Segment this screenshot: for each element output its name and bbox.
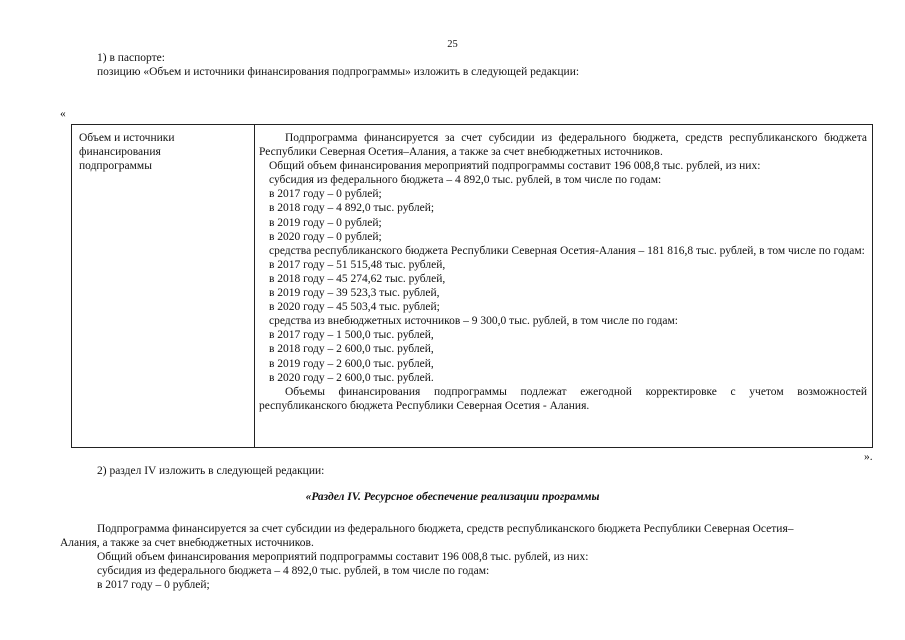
body-para2: Общий объем финансирования мероприятий подпрограммы составит 196 008,8 тыс. рублей, из них: (97, 551, 589, 563)
table-divider (254, 125, 255, 447)
body-para1-line1: Подпрограмма финансируется за счет субсидии из федерального бюджета, средств республиканского бюджета Республики Северная Осетия– (97, 523, 794, 535)
intro-line-2: позицию «Объем и источники финансирования подпрограммы» изложить в следующей редакции: (97, 66, 580, 78)
table-right-cell (259, 131, 867, 413)
table-text-line: в 2020 году – 45 503,4 тыс. рублей; (269, 301, 440, 314)
close-quote: ». (864, 451, 873, 463)
table-text-line: в 2017 году – 1 500,0 тыс. рублей, (269, 329, 434, 342)
page-number: 25 (447, 39, 458, 50)
left-label-line: Объем и источники (79, 132, 175, 144)
table-text-line: в 2018 году – 2 600,0 тыс. рублей, (269, 343, 434, 356)
table-text-line: Объемы финансирования подпрограммы подлежат ежегодной корректировке с учетом возможностей республиканского бюджета Республики Северная Осетия - Алания. (259, 385, 867, 412)
table-text-line: в 2017 году – 51 515,48 тыс. рублей, (269, 258, 446, 271)
table-text-line: в 2018 году – 45 274,62 тыс. рублей, (269, 272, 446, 285)
left-label-line: финансирования (79, 146, 161, 158)
financing-table (71, 124, 873, 448)
table-text-line: в 2020 году – 2 600,0 тыс. рублей. (269, 371, 434, 384)
intro-line-1: 1) в паспорте: (97, 52, 165, 64)
table-text-line: в 2018 году – 4 892,0 тыс. рублей; (269, 202, 435, 215)
body-para1-line2: Алания, а также за счет внебюджетных источников. (60, 537, 314, 549)
table-text-line: средства республиканского бюджета Республики Северная Осетия-Алания – 181 816,8 тыс. рублей, в том числе по годам: (269, 244, 865, 257)
table-left-cell (79, 131, 249, 173)
table-text-line: субсидия из федерального бюджета – 4 892,0 тыс. рублей, в том числе по годам: (269, 174, 662, 187)
table-text-line: в 2019 году – 39 523,3 тыс. рублей, (269, 287, 440, 300)
open-quote: « (60, 108, 66, 120)
table-text-line: в 2019 году – 2 600,0 тыс. рублей, (269, 357, 434, 370)
table-text-line: Подпрограмма финансируется за счет субсидии из федерального бюджета, средств республиканского бюджета Республики Северная Осетия–Алания, а также за счет внебюджетных источников. (259, 132, 867, 159)
table-text-line: в 2017 году – 0 рублей; (269, 188, 382, 201)
table-text-line: Общий объем финансирования мероприятий подпрограммы составит 196 008,8 тыс. рублей, из них: (269, 160, 761, 173)
table-text-line: в 2020 году – 0 рублей; (269, 230, 382, 243)
body-para4: в 2017 году – 0 рублей; (97, 579, 210, 591)
section-title: «Раздел IV. Ресурсное обеспечение реализации программы (305, 491, 600, 503)
table-text-line: в 2019 году – 0 рублей; (269, 216, 382, 229)
body-para3: субсидия из федерального бюджета – 4 892,0 тыс. рублей, в том числе по годам: (97, 565, 490, 577)
table-text-line: средства из внебюджетных источников – 9 300,0 тыс. рублей, в том числе по годам: (269, 315, 678, 328)
section2-intro: 2) раздел IV изложить в следующей редакции: (97, 465, 325, 477)
left-label-line: подпрограммы (79, 160, 152, 172)
